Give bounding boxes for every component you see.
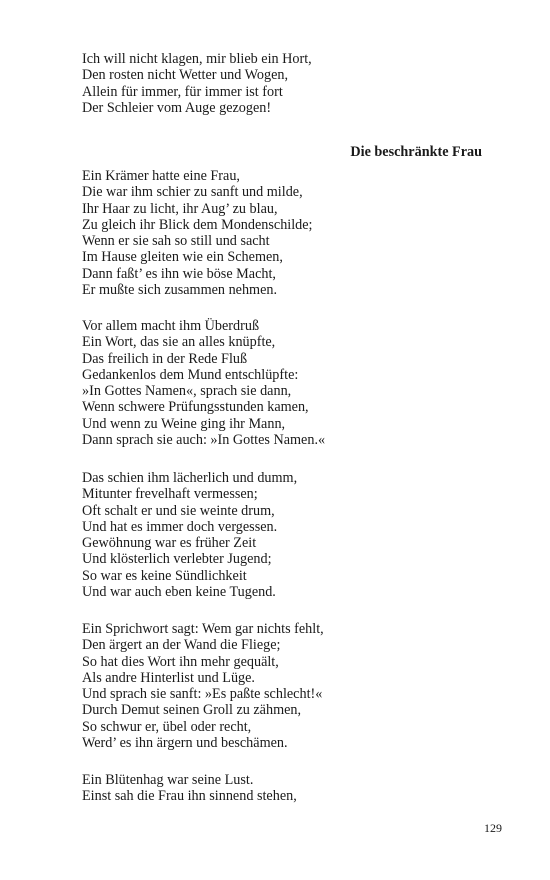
verse-line: Gedankenlos dem Mund entschlüpfte:: [82, 366, 299, 383]
verse-line: Zu gleich ihr Blick dem Mondenschilde;: [82, 216, 313, 233]
verse-line: Das schien ihm lächerlich und dumm,: [82, 470, 298, 486]
stanza-1: [82, 168, 482, 298]
poem-title-text: Die beschränkte Frau: [350, 144, 482, 160]
verse-line: Er mußte sich zusammen nehmen.: [82, 282, 278, 299]
verse-line: Und klösterlich verlebter Jugend;: [82, 551, 272, 568]
previous-poem-stanza: [82, 51, 482, 116]
verse-line: Ein Krämer hatte eine Frau,: [82, 168, 240, 184]
stanza-3: [82, 470, 482, 600]
verse-line: Und war auch eben keine Tugend.: [82, 584, 276, 601]
verse-line: Gewöhnung war es früher Zeit: [82, 535, 257, 552]
verse-line: So schwur er, übel oder recht,: [82, 718, 252, 735]
verse-line: Wenn er sie sah so still und sacht: [82, 233, 270, 250]
page-number: 129: [484, 821, 502, 835]
verse-line: Mitunter frevelhaft vermessen;: [82, 486, 258, 503]
verse-line: Ich will nicht klagen, mir blieb ein Hort,: [82, 51, 312, 67]
stanza-2: [82, 318, 482, 448]
verse-line: Im Hause gleiten wie ein Schemen,: [82, 249, 283, 266]
verse-line: Allein für immer, für immer ist fort: [82, 83, 283, 100]
verse-line: Der Schleier vom Auge gezogen!: [82, 99, 272, 116]
verse-line: Den rosten nicht Wetter und Wogen,: [82, 67, 289, 84]
verse-line: Oft schalt er und sie weinte drum,: [82, 502, 275, 519]
verse-line: Dann sprach sie auch: »In Gottes Namen.«: [82, 432, 326, 449]
verse-line: Das freilich in der Rede Fluß: [82, 350, 248, 367]
verse-line: Und sprach sie sanft: »Es paßte schlecht!«: [82, 686, 323, 703]
verse-line: Ihr Haar zu licht, ihr Aug’ zu blau,: [82, 200, 278, 217]
verse-line: Als andre Hinterlist und Lüge.: [82, 669, 255, 686]
verse-line: Und wenn zu Weine ging ihr Mann,: [82, 415, 286, 432]
verse-line: Ein Blütenhag war seine Lust.: [82, 772, 254, 788]
verse-line: So war es keine Sündlichkeit: [82, 567, 247, 584]
verse-line: Dann faßt’ es ihn wie böse Macht,: [82, 265, 276, 282]
verse-line: Den ärgert an der Wand die Fliege;: [82, 637, 281, 654]
verse-line: Werd’ es ihn ärgern und beschämen.: [82, 735, 288, 752]
verse-line: »In Gottes Namen«, sprach sie dann,: [82, 383, 292, 400]
verse-line: Ein Sprichwort sagt: Wem gar nichts fehlt,: [82, 621, 324, 637]
verse-line: So hat dies Wort ihn mehr gequält,: [82, 653, 279, 670]
verse-line: Und hat es immer doch vergessen.: [82, 518, 278, 535]
poem-title: [82, 144, 482, 160]
verse-line: Einst sah die Frau ihn sinnend stehen,: [82, 788, 297, 805]
verse-line: Wenn schwere Prüfungsstunden kamen,: [82, 399, 309, 416]
stanza-5: [82, 772, 482, 805]
verse-line: Ein Wort, das sie an alles knüpfte,: [82, 334, 276, 351]
verse-line: Die war ihm schier zu sanft und milde,: [82, 184, 303, 201]
verse-line: Durch Demut seinen Groll zu zähmen,: [82, 702, 302, 719]
stanza-4: [82, 621, 482, 751]
verse-line: Vor allem macht ihm Überdruß: [82, 318, 260, 334]
